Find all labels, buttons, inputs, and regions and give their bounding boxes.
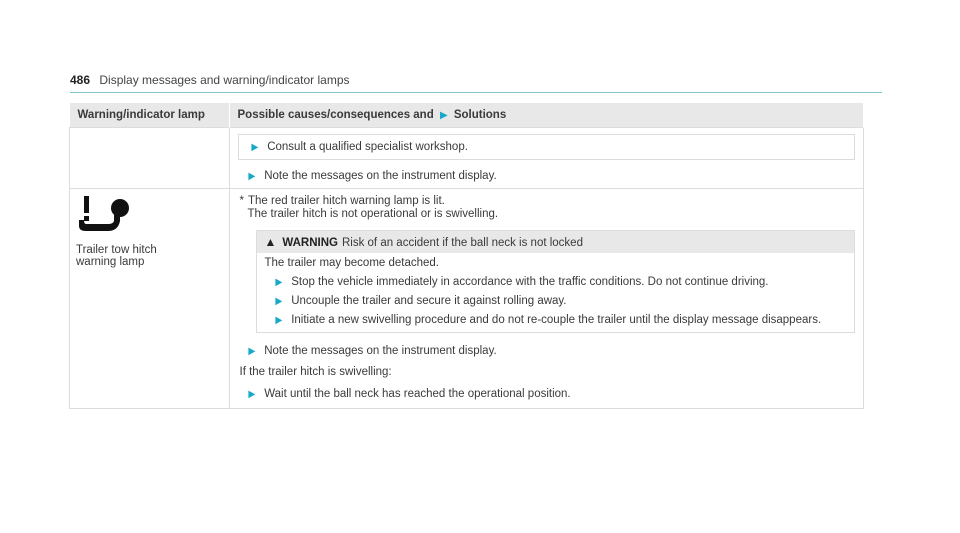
description-line-2: The trailer hitch is not operational or is swivelling. bbox=[247, 208, 499, 220]
column-header-lamp: Warning/indicator lamp bbox=[70, 103, 230, 128]
warning-step bbox=[265, 269, 847, 288]
step-arrow-icon: ▶ bbox=[274, 296, 282, 307]
table-row bbox=[70, 189, 864, 409]
table-row bbox=[70, 128, 864, 189]
warning-step bbox=[265, 307, 847, 326]
step-arrow-icon: ▶ bbox=[247, 171, 255, 182]
arrow-icon: ▶ bbox=[439, 110, 448, 121]
step-arrow-icon: ▶ bbox=[274, 315, 282, 326]
header-solutions-text: Solutions bbox=[453, 109, 507, 121]
step-arrow-icon: ▶ bbox=[274, 277, 282, 288]
lamp-cell bbox=[70, 189, 230, 409]
header-divider bbox=[70, 92, 882, 93]
step-text: Note the messages on the instrument display. bbox=[264, 170, 497, 182]
step-arrow-icon: ▶ bbox=[247, 389, 255, 400]
step-text: Wait until the ball neck has reached the operational position. bbox=[264, 388, 571, 400]
step-text: Note the messages on the instrument display. bbox=[264, 345, 497, 357]
page-header bbox=[70, 73, 350, 87]
trailer-hitch-warning-icon bbox=[78, 193, 229, 236]
step-item bbox=[230, 160, 864, 182]
warning-text: The trailer may become detached. bbox=[264, 257, 440, 269]
step-text: Uncouple the trailer and secure it against rolling away. bbox=[291, 295, 567, 307]
column-header-solutions bbox=[229, 103, 864, 128]
description-line-1: The red trailer hitch warning lamp is lit. bbox=[247, 195, 445, 207]
solution-box bbox=[238, 134, 856, 160]
solutions-cell bbox=[229, 128, 864, 189]
warning-box bbox=[256, 230, 856, 333]
step-text: Consult a qualified specialist workshop. bbox=[267, 141, 468, 153]
warning-header bbox=[257, 231, 855, 253]
warning-step bbox=[265, 288, 847, 307]
table-header-row bbox=[70, 103, 864, 128]
page-title: Display messages and warning/indicator lamps bbox=[99, 73, 350, 87]
warning-body bbox=[257, 253, 855, 332]
condition-text: If the trailer hitch is swivelling: bbox=[239, 366, 392, 378]
warning-triangle-icon: ▲ bbox=[264, 235, 277, 249]
step-arrow-icon: ▶ bbox=[247, 346, 255, 357]
step-arrow-icon: ▶ bbox=[250, 142, 258, 153]
step-text: Stop the vehicle immediately in accordance with the traffic conditions. Do not continue driving. bbox=[291, 276, 769, 288]
lamp-cell-empty bbox=[70, 128, 230, 189]
page-number: 486 bbox=[70, 73, 91, 87]
step-item bbox=[230, 379, 864, 400]
footnote-marker: * bbox=[239, 195, 244, 207]
warning-title: Risk of an accident if the ball neck is not locked bbox=[341, 237, 583, 249]
description-block bbox=[230, 189, 864, 221]
warning-label: WARNING bbox=[282, 237, 338, 249]
warning-lamp-table bbox=[69, 103, 864, 409]
step-item bbox=[230, 333, 864, 357]
header-causes-text: Possible causes/consequences and bbox=[237, 109, 434, 121]
lamp-label: Trailer tow hitch warning lamp bbox=[76, 244, 157, 268]
solutions-cell bbox=[229, 189, 864, 409]
step-text: Initiate a new swivelling procedure and do not re-couple the trailer until the display message disappears. bbox=[291, 314, 822, 326]
